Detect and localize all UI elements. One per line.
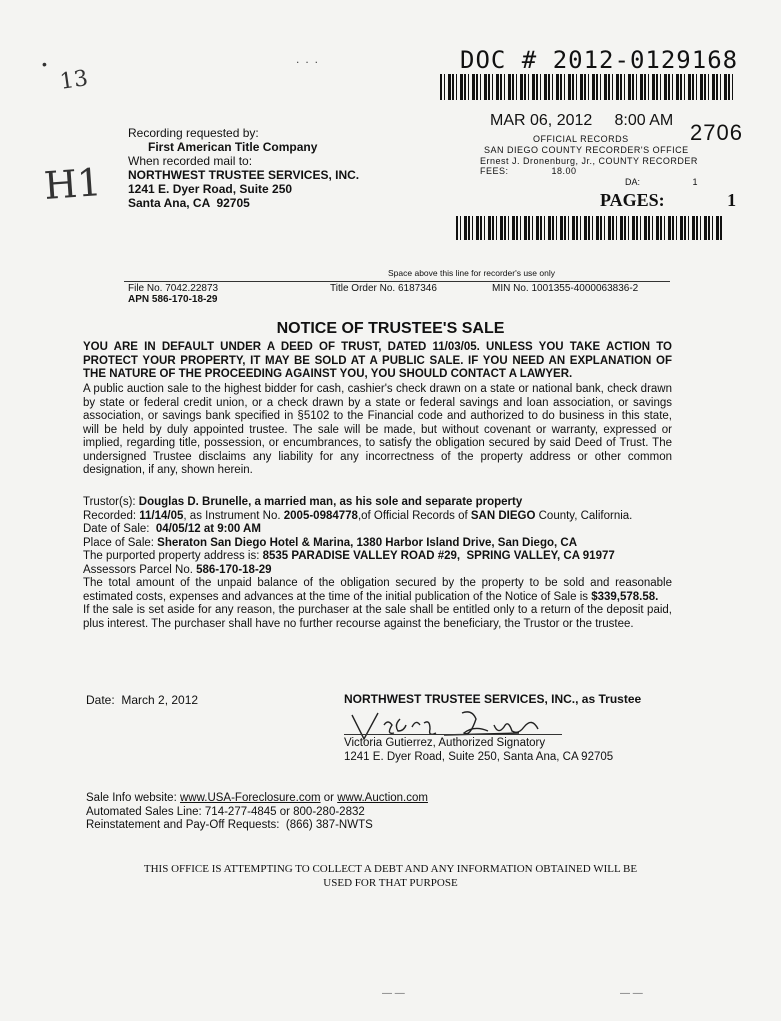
- mail-to-city: Santa Ana, CA 92705: [128, 196, 250, 210]
- doc-number: DOC # 2012-0129168: [460, 46, 739, 74]
- space-notice: Space above this line for recorder's use only: [388, 268, 555, 278]
- contact-block: [86, 792, 428, 833]
- notice-title: NOTICE OF TRUSTEE'S SALE: [276, 320, 505, 337]
- da-value: 1: [692, 177, 698, 187]
- title-order-no: Title Order No. 6187346: [330, 283, 437, 294]
- da-label: DA:: [625, 177, 641, 187]
- handwritten-corner-mark: 13: [58, 66, 90, 95]
- foreclosure-link[interactable]: www.USA-Foreclosure.com: [179, 792, 321, 804]
- fees-row: [480, 166, 577, 176]
- debt-collection-notice: THIS OFFICE IS ATTEMPTING TO COLLECT A DEBT AND ANY INFORMATION OBTAINED WILL BE USED FOR THAT PURPOSE: [143, 863, 638, 889]
- stray-mark: •: [42, 56, 47, 72]
- min-no: MIN No. 1001355-4000063836-2: [492, 283, 639, 294]
- default-warning: YOU ARE IN DEFAULT UNDER A DEED OF TRUST, DATED 11/03/05. UNLESS YOU TAKE ACTION TO PROTECT YOUR PROPERTY, IT MAY BE SOLD AT A PUBLIC SALE. IF YOU NEED AN EXPLANATION OF THE NATURE OF THE PROCEEDING AGAINST YOU, YOU SHOULD CONTACT A LAWYER.: [83, 341, 672, 380]
- recorded-date: 11/14/05: [139, 509, 184, 522]
- requested-by-label: Recording requested by:: [128, 126, 259, 140]
- file-no: File No. 7042.22873: [128, 283, 219, 294]
- signer-name: Victoria Gutierrez, Authorized Signatory: [344, 737, 546, 749]
- mail-to-street: 1241 E. Dyer Road, Suite 250: [128, 182, 293, 196]
- handwritten-margin-mark: H1: [42, 160, 103, 208]
- automated-sales-line: Automated Sales Line: 714-277-4845 or 800-280-2832: [86, 805, 365, 818]
- fees-value: 18.00: [551, 166, 577, 176]
- requested-by: First American Title Company: [148, 140, 318, 154]
- mail-to-company: NORTHWEST TRUSTEE SERVICES, INC.: [128, 168, 360, 182]
- property-address: 8535 PARADISE VALLEY ROAD #29, SPRING VALLEY, CA 91977: [262, 550, 615, 562]
- scan-artifact: — —: [382, 988, 405, 999]
- pages-label: PAGES:: [600, 190, 665, 210]
- balance-paragraph: The total amount of the unpaid balance of the obligation secured by the property to be sold and reasonable estimated costs, expenses and advances at the time of the initial publication of the Notice of Sale is $339,578.58.: [83, 577, 672, 603]
- requester-block: [128, 126, 359, 210]
- trustee-address: 1241 E. Dyer Road, Suite 250, Santa Ana, CA 92705: [344, 751, 614, 763]
- parcel-no: 586-170-18-29: [196, 563, 272, 576]
- instrument-no: 2005-0984778: [283, 509, 358, 522]
- fees-label: FEES:: [480, 166, 509, 176]
- pages-value: 1: [727, 190, 737, 210]
- notice-date: Date: March 2, 2012: [86, 693, 199, 707]
- trustee-name: NORTHWEST TRUSTEE SERVICES, INC., as Trustee: [344, 692, 642, 706]
- recorded-line: Recorded: 11/14/05, as Instrument No. 2005-0984778,of Official Records of SAN DIEGO County, California.: [83, 509, 633, 522]
- recorder-ref-number: 2706: [690, 120, 743, 145]
- county: SAN DIEGO: [470, 509, 536, 522]
- reinstatement-line: Reinstatement and Pay-Off Requests: (866) 387-NWTS: [86, 819, 373, 831]
- recorder-office: SAN DIEGO COUNTY RECORDER'S OFFICE: [484, 145, 689, 155]
- signer-block: [344, 736, 613, 764]
- recorder-divider: [124, 281, 670, 282]
- signature-line: [344, 734, 562, 735]
- auction-link[interactable]: www.Auction.com: [337, 792, 428, 804]
- apn: APN 586-170-18-29: [128, 294, 218, 305]
- pages-row: [600, 190, 736, 211]
- barcode-top: [440, 74, 735, 100]
- date-of-sale: 04/05/12 at 9:00 AM: [155, 523, 261, 535]
- scan-artifact: — —: [620, 988, 643, 999]
- place-of-sale: Sheraton San Diego Hotel & Marina, 1380 Harbor Island Drive, San Diego, CA: [157, 536, 578, 549]
- barcode-bottom: [456, 216, 724, 240]
- date-of-sale-line: Date of Sale: 04/05/12 at 9:00 AM: [83, 523, 261, 535]
- sale-details: [83, 496, 672, 631]
- mail-to-label: When recorded mail to:: [128, 154, 253, 168]
- place-of-sale-line: Place of Sale: Sheraton San Diego Hotel & Marina, 1380 Harbor Island Drive, San Diego, CA: [83, 536, 578, 549]
- parcel-line: Assessors Parcel No. 586-170-18-29: [83, 563, 272, 576]
- trustor-line: Trustor(s): Douglas D. Brunelle, a married man, as his sole and separate property: [83, 496, 523, 508]
- property-address-line: The purported property address is: 8535 PARADISE VALLEY ROAD #29, SPRING VALLEY, CA 91977: [83, 550, 615, 562]
- unpaid-balance: $339,578.58.: [591, 590, 659, 603]
- official-records-label: OFFICIAL RECORDS: [533, 134, 629, 144]
- set-aside-paragraph: If the sale is set aside for any reason, the purchaser at the sale shall be entitled only to a return of the deposit paid, plus interest. The purchaser shall have no further recourse against the beneficiary, the Trustor or the trustee.: [83, 604, 672, 630]
- sale-info-line: Sale Info website: www.USA-Foreclosure.com or www.Auction.com: [86, 792, 428, 804]
- recorder-name: Ernest J. Dronenburg, Jr., COUNTY RECORDER: [480, 156, 698, 166]
- da-row: [625, 177, 698, 187]
- stray-dots: ...: [296, 52, 325, 66]
- auction-paragraph: A public auction sale to the highest bidder for cash, cashier's check drawn on a state or national bank, check drawn by state or federal credit union, or a check drawn by a state or federal savings and loan association, or savings association, or savings bank specified in §5102 to the Financial code and authorized to do business in this state, will be held by duly appointed trustee. The sale will be made, but without covenant or warranty, expressed or implied, regarding title, possession, or encumbrances, to satisfy the obligation secured by said Deed of Trust. The undersigned Trustee disclaims any liability for any incorrectness of the property address or other common designation, if any, shown herein.: [83, 383, 672, 476]
- trustor: Douglas D. Brunelle, a married man, as his sole and separate property: [138, 496, 523, 508]
- recorded-date-time: MAR 06, 2012 8:00 AM: [490, 112, 674, 129]
